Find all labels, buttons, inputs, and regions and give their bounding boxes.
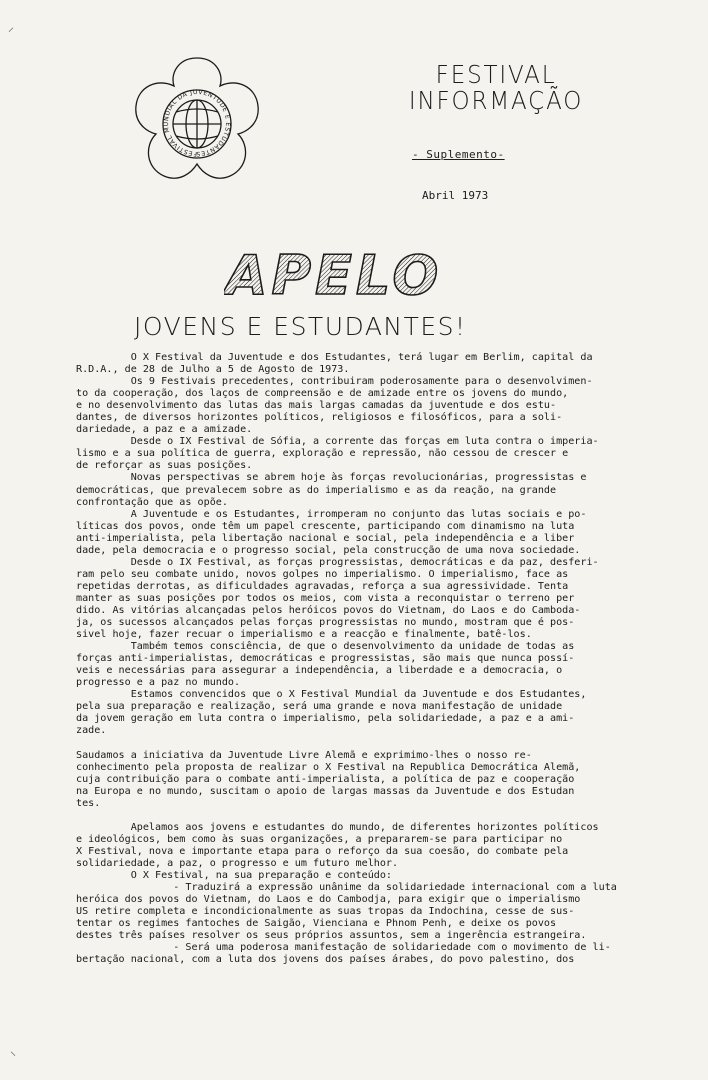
body-line: Desde o IX Festival de Sófia, a corrente das forças em luta contra o imperia-	[76, 436, 599, 448]
body-line: Desde o IX Festival, as forças progressistas, democráticas e da paz, desferi-	[76, 556, 599, 568]
body-line: repetidas derrotas, as dificuldades agravadas, reforça a sua agressividade. Tenta	[76, 580, 569, 592]
body-line: to da cooperação, dos laços de compreensão e de amizade entre os jovens do mundo,	[76, 388, 569, 400]
body-line: - Traduzirá a expressão unânime da solidariedade internacional com a luta	[76, 882, 617, 894]
body-line: líticas dos povos, onde têm um papel crescente, participando com dinamismo na luta	[76, 520, 575, 532]
headline-text: APELO	[225, 244, 443, 304]
body-line: R.D.A., de 28 de Julho a 5 de Agosto de 1973.	[76, 364, 350, 376]
body-line: anti-imperialista, pela libertação nacional e social, pela independência e a liber	[76, 532, 575, 544]
body-line: na Europa e no mundo, suscitam o apoio de largas massas da Juventude e dos Estudan	[76, 785, 575, 797]
body-line	[76, 810, 616, 822]
body-line: Os 9 Festivais precedentes, contribuiram poderosamente para o desenvolvimen-	[76, 376, 593, 388]
masthead	[396, 62, 596, 114]
body-line: e no desenvolvimento das lutas das mais largas camadas da juventude e dos estu-	[76, 400, 557, 412]
body-line: destes três países resolver os seus próprios assuntos, sem a ingerência estrangeira.	[76, 930, 587, 942]
body-line: cuja contribuição para o combate anti-imperialista, a política de paz e cooperação	[76, 773, 575, 785]
body-line: O X Festival, na sua preparação e conteúdo:	[76, 870, 393, 882]
body-line: solidariedade, a paz, o progresso e um futuro melhor.	[76, 857, 399, 869]
body-line: veis e necessárias para assegurar a independência, a liberdade e a democracia, o	[76, 665, 563, 677]
body-line: heróica dos povos do Vietnam, do Laos e do Cambodja, para exigir que o imperialismo	[76, 894, 581, 906]
body-line: US retire completa e incondicionalmente as suas tropas da Indochina, cesse de sus-	[76, 906, 575, 918]
issue-date: Abril 1973	[422, 189, 489, 202]
body-line: tes.	[76, 797, 101, 809]
body-line: progresso e a paz no mundo.	[76, 677, 241, 689]
body-line	[76, 738, 616, 750]
festival-emblem-icon	[128, 52, 266, 190]
body-line: manter as suas posições por todos os meios, com vista a reconquistar o terreno per	[76, 592, 575, 604]
headline-apelo	[224, 242, 444, 304]
body-line: e ideológicos, bem como às suas organizações, a prepararem-se para participar no	[76, 833, 563, 845]
body-line: dantes, de diversos horizontes políticos, religiosos e filosóficos, para a soli-	[76, 412, 563, 424]
body-line: confrontação que as opõe.	[76, 496, 228, 508]
body-line: Saudamos a iniciativa da Juventude Livre Alemã e exprimimo-lhes o nosso re-	[76, 749, 532, 761]
body-text	[76, 352, 616, 966]
body-line: dariedade, a paz e a amizade.	[76, 424, 253, 436]
body-line: ja, os sucessos alcançados pelas forças progressistas no mundo, mostram que é pos-	[76, 617, 575, 629]
emblem-ring-text: FESTIVAL MUNDIAL DA JUVENTUDE E ESTUDANTES	[162, 88, 232, 158]
body-line: ram pelo seu combate unido, novos golpes no imperialismo. O imperialismo, face as	[76, 568, 569, 580]
scan-mark: ⸝	[8, 20, 15, 34]
body-line: dade, pela democracia e o progresso social, pela construcção de uma nova sociedade.	[76, 544, 581, 556]
body-line: tentar os regimes fantoches de Saigão, Vienciana e Phnom Penh, e deixe os povos	[76, 918, 557, 930]
body-line: conhecimento pela proposta de realizar o X Festival na Republica Democrática Alemã,	[76, 761, 581, 773]
body-line: sivel hoje, fazer recuar o imperialismo e a reacção e finalmente, batê-los.	[76, 629, 532, 641]
body-line: lismo e a sua política de guerra, exploração e repressão, não cessou de crescer e	[76, 448, 569, 460]
supplement-label	[412, 148, 505, 161]
body-line: bertação nacional, com a luta dos jovens dos países árabes, do povo palestino, dos	[76, 954, 575, 966]
body-line: de reforçar as suas posições.	[76, 460, 253, 472]
masthead-title-line1: FESTIVAL	[435, 60, 557, 89]
body-line: Também temos consciência, de que o desenvolvimento da unidade de todas as	[76, 641, 575, 653]
body-line: forças anti-imperialistas, democráticas e progressistas, são mais que nunca possí-	[76, 653, 575, 665]
body-line: O X Festival da Juventude e dos Estudantes, terá lugar em Berlim, capital da	[76, 352, 593, 363]
body-line: - Será uma poderosa manifestação de solidariedade com o movimento de li-	[76, 942, 611, 954]
body-line: Estamos convencidos que o X Festival Mundial da Juventude e dos Estudantes,	[76, 689, 587, 701]
body-line: da jovem geração em luta contra o imperialismo, pela solidariedade, a paz e a ami-	[76, 713, 575, 725]
body-line: dido. As vitórias alcançadas pelos heróicos povos do Vietnam, do Laos e do Camboda-	[76, 604, 581, 616]
body-line: A Juventude e os Estudantes, irromperam no conjunto das lutas sociais e po-	[76, 508, 587, 520]
body-line: pela sua preparação e realização, será uma grande e nova manifestação de unidade	[76, 701, 563, 713]
subtitle: JOVENS E ESTUDANTES!	[134, 312, 467, 341]
scan-mark: ⸜	[10, 1044, 17, 1058]
body-line: Novas perspectivas se abrem hoje às forças revolucionárias, progressistas e	[76, 472, 587, 484]
body-line: X Festival, nova e importante etapa para o reforço da sua coesão, do combate pela	[76, 845, 569, 857]
body-line: zade.	[76, 725, 107, 737]
body-line: Apelamos aos jovens e estudantes do mundo, de diferentes horizontes políticos	[76, 821, 599, 833]
masthead-title-line2: INFORMAÇÃO	[408, 86, 584, 115]
body-line: democráticas, que prevalecem sobre as do imperialismo e as da reação, na grande	[76, 484, 557, 496]
supplement-text: - Suplemento-	[412, 148, 505, 161]
